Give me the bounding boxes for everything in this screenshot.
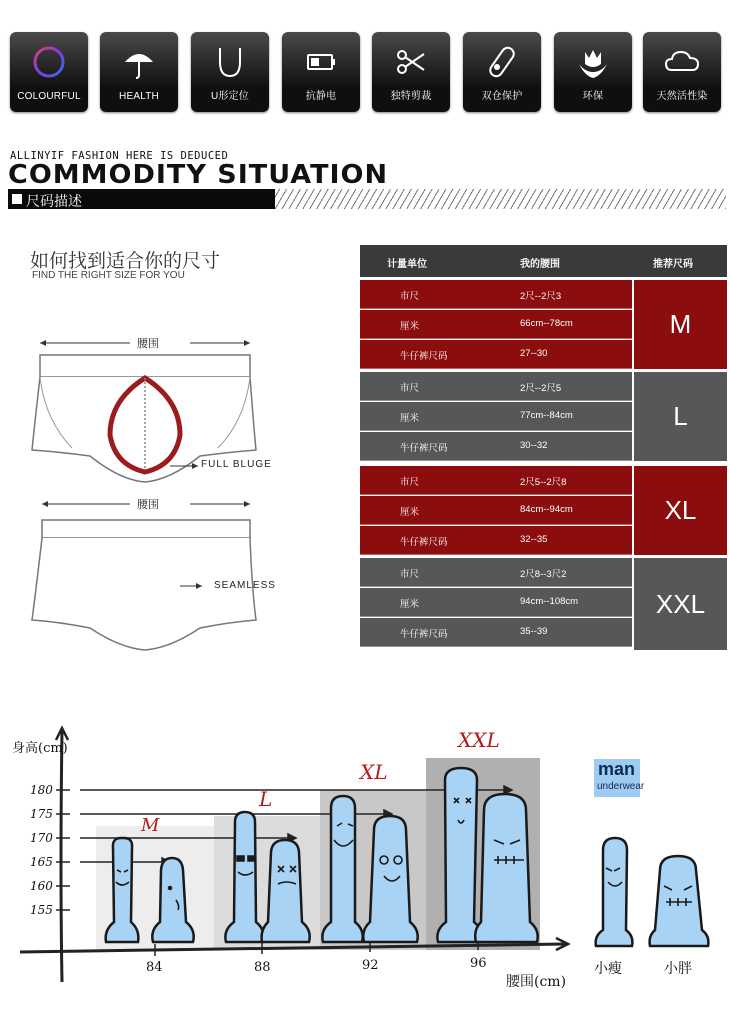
feature-antistatic	[282, 32, 360, 112]
table-row	[360, 466, 632, 495]
feature-health	[100, 32, 178, 112]
hatch-divider	[275, 189, 726, 209]
table-cell: 66cm--78cm	[520, 318, 573, 329]
table-cell: 35--39	[520, 626, 548, 637]
table-cell: 牛仔裤尺码	[400, 443, 448, 454]
size-badge-xl: XL	[634, 466, 727, 555]
x-tick: 92	[362, 958, 379, 973]
brand-logo	[594, 759, 645, 797]
mascot-thin	[596, 838, 633, 946]
y-tick: 155	[30, 903, 53, 917]
table-header-size: 推荐尺码	[653, 259, 693, 270]
size-label-xxl: XXL	[458, 728, 500, 752]
size-badge-m: M	[634, 280, 727, 369]
y-tick: 165	[30, 855, 53, 869]
table-cell: 市尺	[400, 291, 420, 302]
x-tick: 88	[254, 960, 271, 975]
size-label-xl: XL	[360, 760, 388, 784]
table-row	[360, 558, 632, 587]
feature-eco	[554, 32, 632, 112]
y-axis-label: 身高(cm)	[12, 741, 68, 756]
table-row	[360, 432, 632, 461]
battery-icon	[301, 42, 341, 82]
feature-label: 环保	[582, 91, 604, 102]
capsule-icon	[482, 42, 522, 82]
logo-main: man	[598, 759, 636, 779]
size-label-m: M	[141, 815, 160, 836]
size-label-l: L	[259, 787, 273, 811]
y-axis	[61, 730, 62, 982]
square-bullet-icon	[12, 194, 22, 204]
table-cell: 2尺--2尺3	[520, 291, 562, 302]
bulge-label: FULL BLUGE	[201, 459, 272, 470]
table-cell: 市尺	[400, 477, 420, 488]
header-tagline: ALLINYIF FASHION HERE IS DEDUCED	[10, 150, 229, 162]
waist-label-2: 腰围	[137, 499, 159, 511]
feature-u-shape	[191, 32, 269, 112]
u-shape-icon	[210, 42, 250, 82]
section-bar-label: 尺码描述	[26, 193, 82, 209]
table-cell: 2尺8--3尺2	[520, 569, 567, 580]
seamless-label: SEAMLESS	[214, 580, 276, 591]
cloud-icon	[662, 42, 702, 82]
feature-label: U形定位	[210, 91, 250, 102]
x-tick: 96	[470, 956, 487, 971]
mascot-fat	[650, 856, 709, 946]
table-cell: 84cm--94cm	[520, 504, 573, 515]
table-cell: 牛仔裤尺码	[400, 629, 448, 640]
table-cell: 厘米	[400, 321, 420, 332]
feature-label: 独特剪裁	[390, 91, 432, 102]
feature-label: COLOURFUL	[17, 91, 81, 102]
tulip-icon	[573, 42, 613, 82]
thin-label: 小瘦	[594, 961, 622, 977]
table-cell: 市尺	[400, 569, 420, 580]
table-row	[360, 526, 632, 555]
guide-subtitle: FIND THE RIGHT SIZE FOR YOU	[32, 270, 185, 281]
table-cell: 2尺--2尺5	[520, 383, 562, 394]
scissors-icon	[391, 42, 431, 82]
table-cell: 厘米	[400, 413, 420, 424]
y-tick: 170	[30, 831, 53, 845]
feature-colourful	[10, 32, 88, 112]
table-cell: 30--32	[520, 440, 548, 451]
feature-label: 双仓保护	[481, 91, 523, 102]
feature-label: 天然活性染	[656, 91, 708, 102]
logo-sub: underwear	[597, 781, 645, 792]
table-cell: 27--30	[520, 348, 548, 359]
fat-label: 小胖	[664, 961, 692, 977]
x-tick: 84	[146, 960, 163, 975]
y-tick: 180	[30, 783, 53, 797]
table-row	[360, 496, 632, 525]
section-bar	[8, 189, 275, 209]
table-cell: 94cm--108cm	[520, 596, 579, 607]
feature-label: 抗静电	[305, 91, 337, 102]
table-cell: 2尺5--2尺8	[520, 477, 567, 488]
table-cell: 32--35	[520, 534, 548, 545]
table-row	[360, 618, 632, 647]
table-header-waist: 我的腰围	[520, 259, 560, 270]
table-header	[360, 245, 727, 277]
table-cell: 牛仔裤尺码	[400, 537, 448, 548]
x-axis-label: 腰围(cm)	[506, 974, 567, 990]
size-badge-xxl: XXL	[634, 558, 727, 650]
table-row	[360, 340, 632, 369]
umbrella-icon	[119, 42, 159, 82]
table-cell: 厘米	[400, 599, 420, 610]
table-cell: 牛仔裤尺码	[400, 351, 448, 362]
table-header-unit: 计量单位	[387, 259, 427, 270]
feature-protection	[463, 32, 541, 112]
y-tick: 175	[30, 807, 53, 821]
table-row	[360, 310, 632, 339]
size-badge-l: L	[634, 372, 727, 461]
feature-natural-dye	[643, 32, 721, 112]
section-title: COMMODITY SITUATION	[8, 160, 389, 190]
brief-illustration	[20, 330, 320, 660]
waist-label-1: 腰围	[137, 338, 159, 350]
feature-cut	[372, 32, 450, 112]
table-row	[360, 402, 632, 431]
y-tick: 160	[30, 879, 53, 893]
table-cell: 厘米	[400, 507, 420, 518]
table-row	[360, 280, 632, 309]
table-row	[360, 372, 632, 401]
ring-icon	[29, 42, 69, 82]
table-cell: 77cm--84cm	[520, 410, 573, 421]
guide-title: 如何找到适合你的尺寸	[30, 251, 221, 272]
table-row	[360, 588, 632, 617]
feature-label: HEALTH	[119, 91, 159, 102]
table-cell: 市尺	[400, 383, 420, 394]
